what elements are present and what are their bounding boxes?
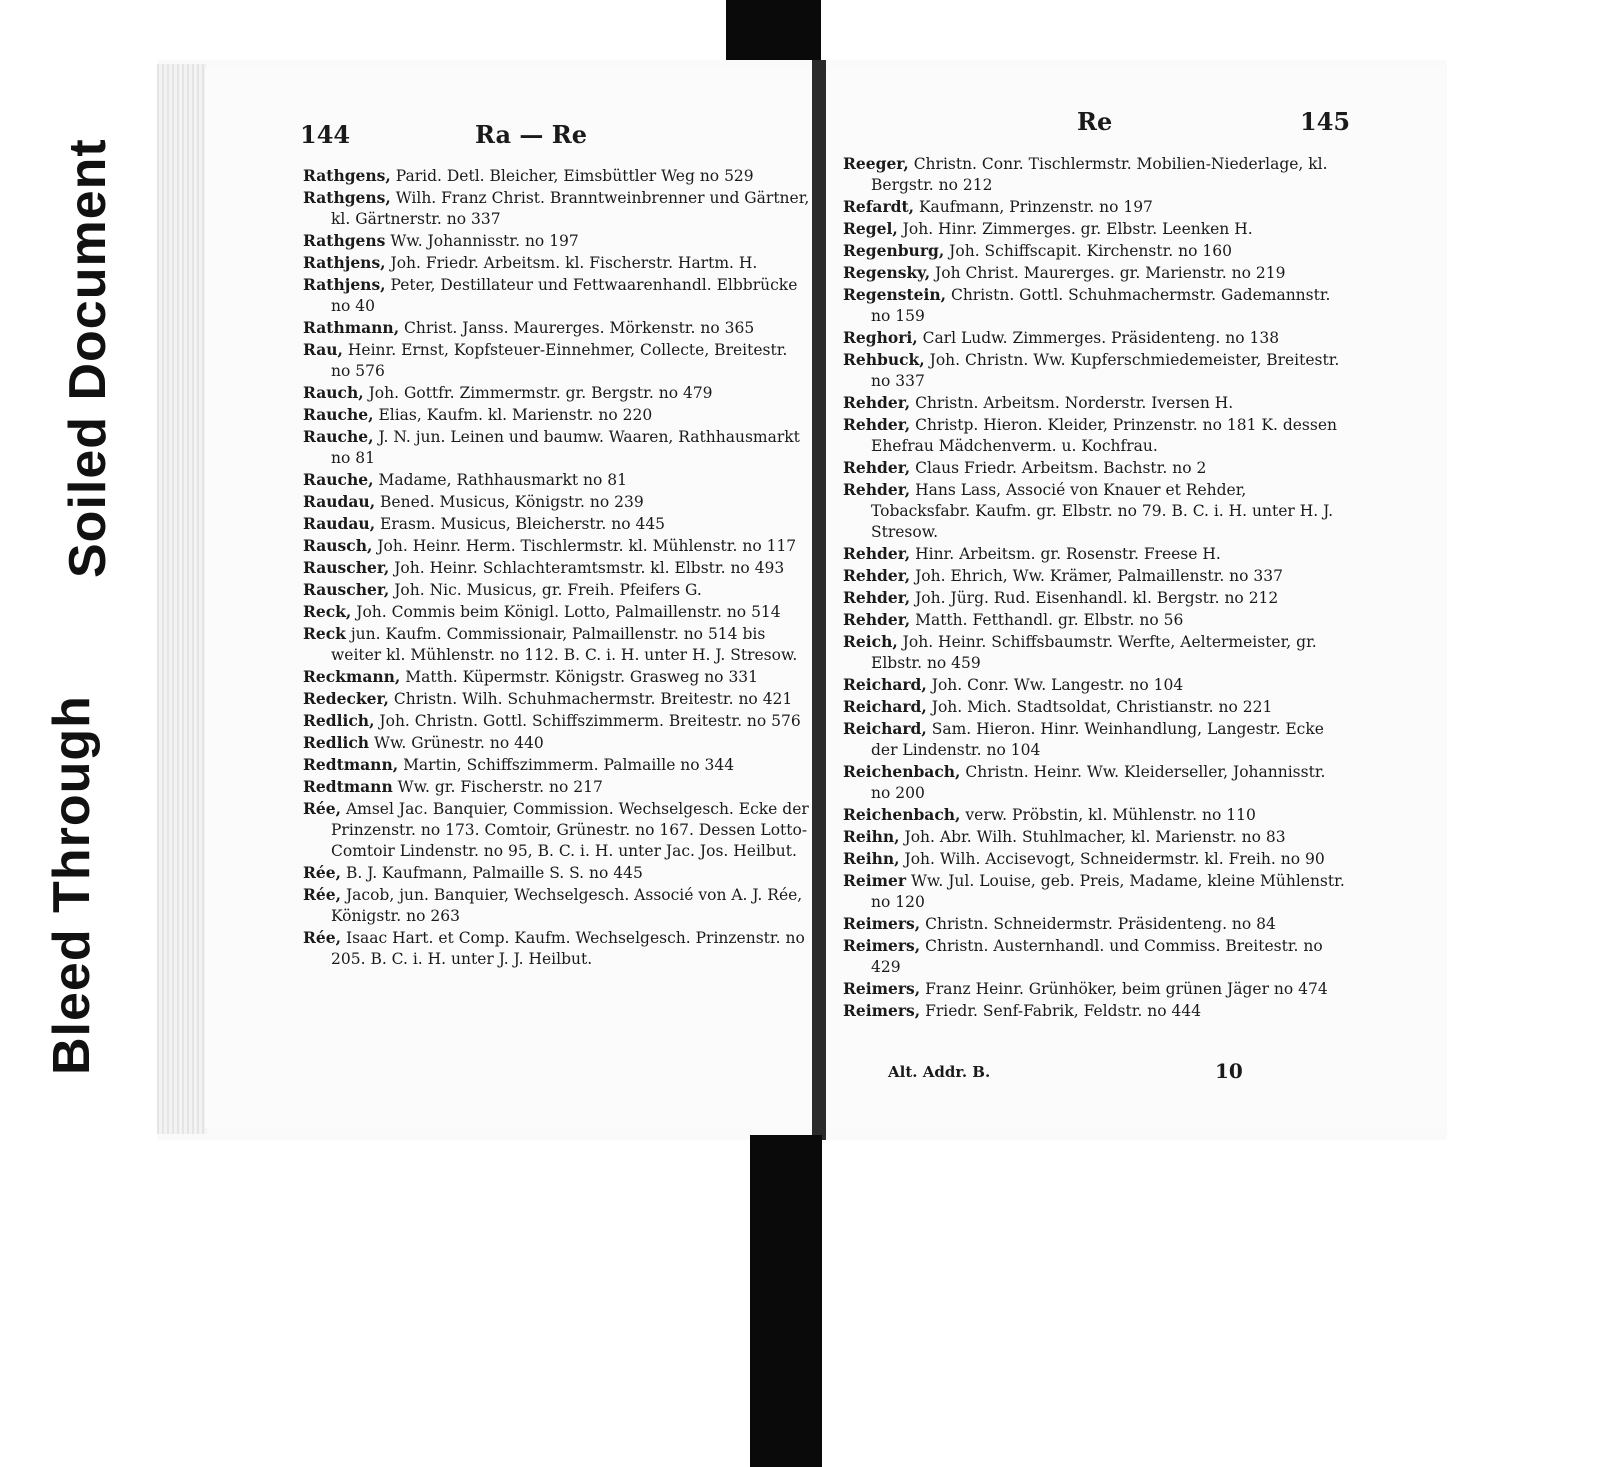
directory-entry: [843, 870, 1346, 913]
left-page-number: 144: [300, 120, 351, 149]
spine-top-shadow: [726, 0, 821, 64]
entry-name: Reichard,: [843, 719, 927, 738]
directory-entry: [303, 469, 811, 491]
entry-name: Rauche,: [303, 470, 374, 489]
bleed-through-label: Bleed Through: [43, 695, 101, 1075]
entry-name: Reeger,: [843, 154, 909, 173]
entry-name: Redlich,: [303, 711, 375, 730]
entry-details: Christn. Arbeitsm. Norderstr. Iversen H.: [915, 394, 1234, 412]
entry-details: Franz Heinr. Grünhöker, beim grünen Jäger no 474: [925, 980, 1328, 998]
entry-details: Joh. Wilh. Accisevogt, Schneidermstr. kl. Freih. no 90: [904, 850, 1325, 868]
entry-name: Rée,: [303, 799, 342, 818]
entry-details: Claus Friedr. Arbeitsm. Bachstr. no 2: [915, 459, 1207, 477]
directory-entry: [303, 339, 811, 382]
entry-details: Joh. Christn. Ww. Kupferschmiedemeister, Breitestr. no 337: [871, 351, 1340, 390]
directory-entry: [843, 565, 1346, 587]
directory-entry: [843, 1000, 1346, 1022]
directory-entry: [303, 623, 811, 666]
entry-name: Rehder,: [843, 415, 911, 434]
entry-details: Ww. gr. Fischerstr. no 217: [397, 778, 603, 796]
entry-name: Rehder,: [843, 588, 911, 607]
directory-entry: [843, 761, 1346, 804]
entry-name: Rathjens,: [303, 275, 386, 294]
entry-name: Rehder,: [843, 566, 911, 585]
entry-name: Rehder,: [843, 458, 911, 477]
entry-name: Rathjens,: [303, 253, 386, 272]
entry-details: Joh. Nic. Musicus, gr. Freih. Pfeifers G.: [394, 581, 702, 599]
directory-entry: [303, 491, 811, 513]
entry-details: Christn. Austernhandl. und Commiss. Breitestr. no 429: [871, 937, 1323, 976]
directory-entry: [303, 252, 811, 274]
entry-name: Reich,: [843, 632, 898, 651]
entry-details: Ww. Jul. Louise, geb. Preis, Madame, kleine Mühlenstr. no 120: [871, 872, 1345, 911]
directory-entry: [843, 262, 1346, 284]
entry-details: Erasm. Musicus, Bleicherstr. no 445: [380, 515, 666, 533]
entry-details: Ww. Johannisstr. no 197: [390, 232, 579, 250]
directory-entry: [303, 230, 811, 252]
entry-name: Reimers,: [843, 1001, 921, 1020]
entry-details: Joh. Christn. Gottl. Schiffszimmerm. Breitestr. no 576: [379, 712, 801, 730]
directory-entry: [303, 426, 811, 469]
entry-details: Joh. Abr. Wilh. Stuhlmacher, kl. Marienstr. no 83: [904, 828, 1286, 846]
directory-entry: [303, 579, 811, 601]
entry-details: Ww. Grünestr. no 440: [374, 734, 544, 752]
directory-entry: [843, 196, 1346, 218]
entry-details: Hinr. Arbeitsm. gr. Rosenstr. Freese H.: [915, 545, 1221, 563]
entry-name: Reghori,: [843, 328, 918, 347]
entry-name: Reimers,: [843, 914, 921, 933]
directory-entry: [843, 543, 1346, 565]
entry-details: Joh. Heinr. Schiffsbaumstr. Werfte, Aeltermeister, gr. Elbstr. no 459: [871, 633, 1317, 672]
directory-entry: [843, 631, 1346, 674]
entry-name: Rathgens: [303, 231, 386, 250]
directory-entry: [843, 848, 1346, 870]
entry-name: Rée,: [303, 863, 342, 882]
directory-entry: [843, 153, 1346, 196]
entry-details: Joh. Gottfr. Zimmermstr. gr. Bergstr. no 479: [368, 384, 713, 402]
directory-entry: [843, 392, 1346, 414]
spine-bottom-shadow: [750, 1135, 822, 1467]
directory-entry: [843, 804, 1346, 826]
soiled-document-label: Soiled Document: [59, 138, 117, 578]
entry-name: Regenburg,: [843, 241, 945, 260]
directory-entry: [843, 935, 1346, 978]
entry-details: Joh Christ. Maurerges. gr. Marienstr. no 219: [935, 264, 1286, 282]
entry-details: Jacob, jun. Banquier, Wechselgesch. Associé von A. J. Rée, Königstr. no 263: [331, 886, 803, 925]
entry-details: Christ. Janss. Maurerges. Mörkenstr. no 365: [404, 319, 755, 337]
entry-details: Joh. Hinr. Zimmerges. gr. Elbstr. Leenken H.: [902, 220, 1253, 238]
entry-name: Rehder,: [843, 480, 911, 499]
directory-entry: [843, 240, 1346, 262]
directory-entry: [843, 978, 1346, 1000]
entry-name: Reihn,: [843, 827, 900, 846]
entry-name: Rehder,: [843, 610, 911, 629]
directory-entry: [843, 284, 1346, 327]
entry-details: J. N. jun. Leinen und baumw. Waaren, Rathhausmarkt no 81: [331, 428, 800, 467]
entry-details: Joh. Jürg. Rud. Eisenhandl. kl. Bergstr. no 212: [915, 589, 1279, 607]
entry-details: Isaac Hart. et Comp. Kaufm. Wechselgesch. Prinzenstr. no 205. B. C. i. H. unter J. J. Heilbut.: [331, 929, 805, 968]
entry-name: Reichenbach,: [843, 762, 961, 781]
entry-details: verw. Pröbstin, kl. Mühlenstr. no 110: [965, 806, 1256, 824]
signature-mark: Alt. Addr. B.: [888, 1063, 991, 1081]
entry-name: Refardt,: [843, 197, 915, 216]
entry-details: Matth. Küpermstr. Königstr. Grasweg no 331: [405, 668, 759, 686]
entry-details: Sam. Hieron. Hinr. Weinhandlung, Langestr. Ecke der Lindenstr. no 104: [871, 720, 1324, 759]
directory-entry: [303, 187, 811, 230]
entry-name: Redtmann: [303, 777, 393, 796]
entry-name: Redecker,: [303, 689, 389, 708]
entry-name: Reihn,: [843, 849, 900, 868]
entry-details: Joh. Ehrich, Ww. Krämer, Palmaillenstr. no 337: [915, 567, 1283, 585]
directory-entry: [843, 327, 1346, 349]
entry-details: Joh. Commis beim Königl. Lotto, Palmaillenstr. no 514: [356, 603, 781, 621]
entry-name: Reimers,: [843, 936, 921, 955]
directory-entry: [843, 718, 1346, 761]
entry-name: Rehder,: [843, 393, 911, 412]
directory-entry: [843, 349, 1346, 392]
entry-details: Joh. Heinr. Herm. Tischlermstr. kl. Mühlenstr. no 117: [377, 537, 797, 555]
entry-details: Kaufmann, Prinzenstr. no 197: [918, 198, 1153, 216]
entry-name: Rée,: [303, 928, 342, 947]
directory-entry: [843, 414, 1346, 457]
left-running-head: Ra — Re: [475, 120, 587, 149]
entry-name: Reichenbach,: [843, 805, 961, 824]
entry-name: Rausch,: [303, 536, 373, 555]
directory-entry: [303, 798, 811, 862]
entry-details: Wilh. Franz Christ. Branntweinbrenner und Gärtner, kl. Gärtnerstr. no 337: [331, 189, 810, 228]
directory-entry: [843, 913, 1346, 935]
directory-entry: [843, 457, 1346, 479]
directory-entry: [843, 696, 1346, 718]
entry-details: Joh. Friedr. Arbeitsm. kl. Fischerstr. Hartm. H.: [390, 254, 758, 272]
book-spine: [812, 60, 826, 1140]
entry-details: Christn. Wilh. Schuhmachermstr. Breitestr. no 421: [393, 690, 793, 708]
entry-name: Reimers,: [843, 979, 921, 998]
entry-details: Peter, Destillateur und Fettwaarenhandl. Elbbrücke no 40: [331, 276, 798, 315]
entry-name: Rauscher,: [303, 580, 390, 599]
entry-details: Elias, Kaufm. kl. Marienstr. no 220: [378, 406, 653, 424]
directory-entry: [303, 732, 811, 754]
directory-entry: [303, 884, 811, 927]
directory-entry: [303, 927, 811, 970]
entry-name: Rauch,: [303, 383, 364, 402]
entry-name: Reichard,: [843, 675, 927, 694]
entry-name: Rau,: [303, 340, 343, 359]
entry-details: Amsel Jac. Banquier, Commission. Wechselgesch. Ecke der Prinzenstr. no 173. Comtoir, Grünestr. no 167. Dessen Lotto-Comtoir Lindenstr. no 95, B. C. i. H. unter Jac. Jos. Heilbut.: [331, 800, 809, 860]
entry-details: jun. Kaufm. Commissionair, Palmaillenstr. no 514 bis weiter kl. Mühlenstr. no 112. B. C. i. H. unter H. J. Stresow.: [331, 625, 798, 664]
entry-details: Parid. Detl. Bleicher, Eimsbüttler Weg no 529: [395, 167, 754, 185]
entry-details: Joh. Schiffscapit. Kirchenstr. no 160: [949, 242, 1232, 260]
directory-entry: [303, 404, 811, 426]
entry-details: Christn. Gottl. Schuhmachermstr. Gademannstr. no 159: [871, 286, 1331, 325]
entry-name: Redtmann,: [303, 755, 399, 774]
directory-entry: [303, 535, 811, 557]
entry-details: B. J. Kaufmann, Palmaille S. S. no 445: [345, 864, 643, 882]
directory-entry: [843, 218, 1346, 240]
entry-name: Regenstein,: [843, 285, 947, 304]
entry-details: Joh. Conr. Ww. Langestr. no 104: [931, 676, 1184, 694]
entry-details: Christp. Hieron. Kleider, Prinzenstr. no 181 K. dessen Ehefrau Mädchenverm. u. Kochfrau.: [871, 416, 1337, 455]
entry-name: Redlich: [303, 733, 370, 752]
entry-name: Regensky,: [843, 263, 931, 282]
entry-name: Raudau,: [303, 492, 376, 511]
directory-entry: [303, 862, 811, 884]
entry-name: Reck,: [303, 602, 352, 621]
right-directory-entries: [843, 153, 1346, 1022]
right-running-head: Re: [1077, 107, 1113, 136]
left-directory-entries: [303, 165, 811, 970]
entry-name: Rauscher,: [303, 558, 390, 577]
directory-entry: [843, 674, 1346, 696]
entry-details: Bened. Musicus, Königstr. no 239: [380, 493, 644, 511]
directory-entry: [303, 165, 811, 187]
entry-details: Madame, Rathhausmarkt no 81: [378, 471, 627, 489]
entry-details: Heinr. Ernst, Kopfsteuer-Einnehmer, Collecte, Breitestr. no 576: [331, 341, 788, 380]
entry-details: Hans Lass, Associé von Knauer et Rehder, Tobacksfabr. Kaufm. gr. Elbstr. no 79. B. C. i. H. unter H. J. Stresow.: [871, 481, 1334, 541]
entry-name: Reck: [303, 624, 346, 643]
entry-name: Reckmann,: [303, 667, 401, 686]
entry-details: Carl Ludw. Zimmerges. Präsidenteng. no 138: [922, 329, 1280, 347]
directory-entry: [303, 776, 811, 798]
directory-entry: [303, 666, 811, 688]
entry-name: Rehbuck,: [843, 350, 925, 369]
entry-name: Regel,: [843, 219, 898, 238]
directory-entry: [303, 688, 811, 710]
directory-entry: [303, 382, 811, 404]
entry-name: Rée,: [303, 885, 342, 904]
directory-entry: [843, 479, 1346, 543]
entry-name: Raudau,: [303, 514, 376, 533]
entry-details: Matth. Fetthandl. gr. Elbstr. no 56: [915, 611, 1184, 629]
entry-details: Friedr. Senf-Fabrik, Feldstr. no 444: [925, 1002, 1202, 1020]
entry-details: Christn. Schneidermstr. Präsidenteng. no 84: [925, 915, 1276, 933]
directory-entry: [303, 754, 811, 776]
entry-name: Rehder,: [843, 544, 911, 563]
entry-details: Christn. Conr. Tischlermstr. Mobilien-Niederlage, kl. Bergstr. no 212: [871, 155, 1328, 194]
entry-details: Joh. Mich. Stadtsoldat, Christianstr. no 221: [931, 698, 1273, 716]
directory-entry: [303, 274, 811, 317]
entry-details: Joh. Heinr. Schlachteramtsmstr. kl. Elbstr. no 493: [394, 559, 785, 577]
directory-entry: [303, 710, 811, 732]
entry-details: Christn. Heinr. Ww. Kleiderseller, Johannisstr. no 200: [871, 763, 1326, 802]
entry-name: Reimer: [843, 871, 907, 890]
directory-entry: [303, 557, 811, 579]
directory-entry: [303, 317, 811, 339]
directory-entry: [843, 826, 1346, 848]
directory-entry: [843, 609, 1346, 631]
entry-name: Reichard,: [843, 697, 927, 716]
entry-name: Rauche,: [303, 405, 374, 424]
entry-name: Rathmann,: [303, 318, 400, 337]
page-edges: [157, 64, 207, 1134]
directory-entry: [843, 587, 1346, 609]
signature-number: 10: [1215, 1059, 1243, 1083]
entry-name: Rathgens,: [303, 188, 391, 207]
right-page-number: 145: [1300, 107, 1351, 136]
entry-name: Rauche,: [303, 427, 374, 446]
directory-entry: [303, 513, 811, 535]
directory-entry: [303, 601, 811, 623]
entry-name: Rathgens,: [303, 166, 391, 185]
entry-details: Martin, Schiffszimmerm. Palmaille no 344: [403, 756, 735, 774]
